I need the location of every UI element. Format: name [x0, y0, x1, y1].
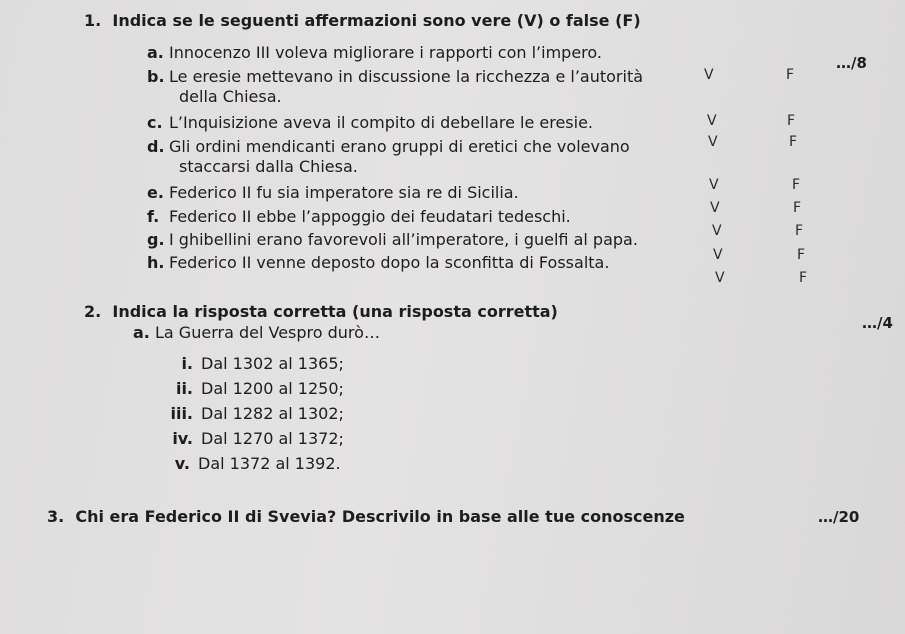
q1-heading	[84, 11, 641, 31]
q1-statement-text: staccarsi dalla Chiesa.	[179, 157, 358, 176]
q2-option-number: iv.	[172, 429, 193, 448]
q2-option-text: Dal 1200 al 1250;	[201, 379, 344, 398]
q2-option-number: v.	[174, 454, 190, 473]
q1-true-option[interactable]: V	[712, 223, 722, 239]
q3-number: 3.	[47, 507, 65, 526]
q2-question-text: La Guerra del Vespro durò…	[155, 323, 380, 342]
q1-statement-text: I ghibellini erano favorevoli all’imperatore, i guelfi al papa.	[169, 230, 638, 249]
q1-statement-letter: d.	[147, 137, 165, 156]
q1-statement-text: della Chiesa.	[179, 87, 282, 106]
q1-statement-text: Federico II venne deposto dopo la sconfitta di Fossalta.	[169, 253, 610, 272]
q2-option[interactable]	[160, 454, 341, 474]
q1-true-option[interactable]: V	[710, 200, 720, 216]
q1-statement	[147, 207, 571, 227]
q1-statement	[147, 230, 638, 250]
q1-statement-letter: c.	[147, 113, 163, 132]
q2-option[interactable]	[163, 354, 344, 374]
q2-option-text: Dal 1302 al 1365;	[201, 354, 344, 373]
q2-option[interactable]	[163, 379, 344, 399]
q2-question-letter: a.	[133, 323, 150, 342]
q1-false-option[interactable]: F	[789, 134, 798, 150]
q1-statement-letter: e.	[147, 183, 164, 202]
q1-true-option[interactable]: V	[713, 247, 723, 263]
q1-false-option[interactable]: F	[787, 113, 796, 129]
q3-title: Chi era Federico II di Svevia? Descrivilo in base alle tue conoscenze	[75, 507, 685, 526]
q1-false-option[interactable]: F	[799, 270, 808, 286]
q2-question	[133, 323, 380, 343]
q1-true-option[interactable]: V	[709, 177, 719, 193]
q1-statement	[147, 113, 593, 133]
q2-option-number: i.	[181, 354, 193, 373]
q1-false-option[interactable]: F	[792, 177, 801, 193]
q1-statement-text: Federico II fu sia imperatore sia re di Sicilia.	[169, 183, 519, 202]
q1-false-option[interactable]: F	[793, 200, 802, 216]
q1-statement-letter: h.	[147, 253, 165, 272]
q2-option-number: ii.	[175, 379, 193, 398]
q2-option-text: Dal 1282 al 1302;	[201, 404, 344, 423]
q1-statement-text: Le eresie mettevano in discussione la ricchezza e l’autorità	[169, 67, 644, 86]
q1-statement	[147, 183, 519, 203]
q2-score: …/4	[862, 314, 893, 332]
q1-score: …/8	[836, 54, 867, 72]
q1-statement-text: Federico II ebbe l’appoggio dei feudatari tedeschi.	[169, 207, 571, 226]
q1-false-option[interactable]: F	[786, 67, 795, 83]
q2-number: 2.	[84, 302, 102, 321]
q1-statement-text: Innocenzo III voleva migliorare i rapporti con l’impero.	[169, 43, 602, 62]
q1-statement-letter: b.	[147, 67, 165, 86]
q2-heading	[84, 302, 558, 322]
q1-false-option[interactable]: F	[797, 247, 806, 263]
q1-statement-letter: f.	[147, 207, 160, 226]
q3-heading	[47, 507, 685, 527]
q1-statement	[147, 43, 602, 63]
q1-false-option[interactable]: F	[795, 223, 804, 239]
q2-option[interactable]	[163, 404, 344, 424]
q1-number: 1.	[84, 11, 102, 30]
q1-statement	[147, 137, 630, 177]
q2-option-text: Dal 1270 al 1372;	[201, 429, 344, 448]
q3-score: …/20	[818, 508, 860, 526]
q1-true-option[interactable]: V	[708, 134, 718, 150]
q2-option-text: Dal 1372 al 1392.	[198, 454, 341, 473]
q1-statement	[147, 253, 609, 273]
q1-true-option[interactable]: V	[707, 113, 717, 129]
q1-statement-text: L’Inquisizione aveva il compito di debellare le eresie.	[169, 113, 593, 132]
q1-true-option[interactable]: V	[715, 270, 725, 286]
q2-option[interactable]	[163, 429, 344, 449]
q1-statement-letter: a.	[147, 43, 164, 62]
q2-option-number: iii.	[170, 404, 193, 423]
q1-statement	[147, 67, 643, 107]
q2-title: Indica la risposta corretta (una risposta corretta)	[112, 302, 558, 321]
q1-true-option[interactable]: V	[704, 67, 714, 83]
q1-statement-text: Gli ordini mendicanti erano gruppi di eretici che volevano	[169, 137, 630, 156]
q1-title: Indica se le seguenti affermazioni sono vere (V) o false (F)	[112, 11, 641, 30]
q1-statement-letter: g.	[147, 230, 165, 249]
